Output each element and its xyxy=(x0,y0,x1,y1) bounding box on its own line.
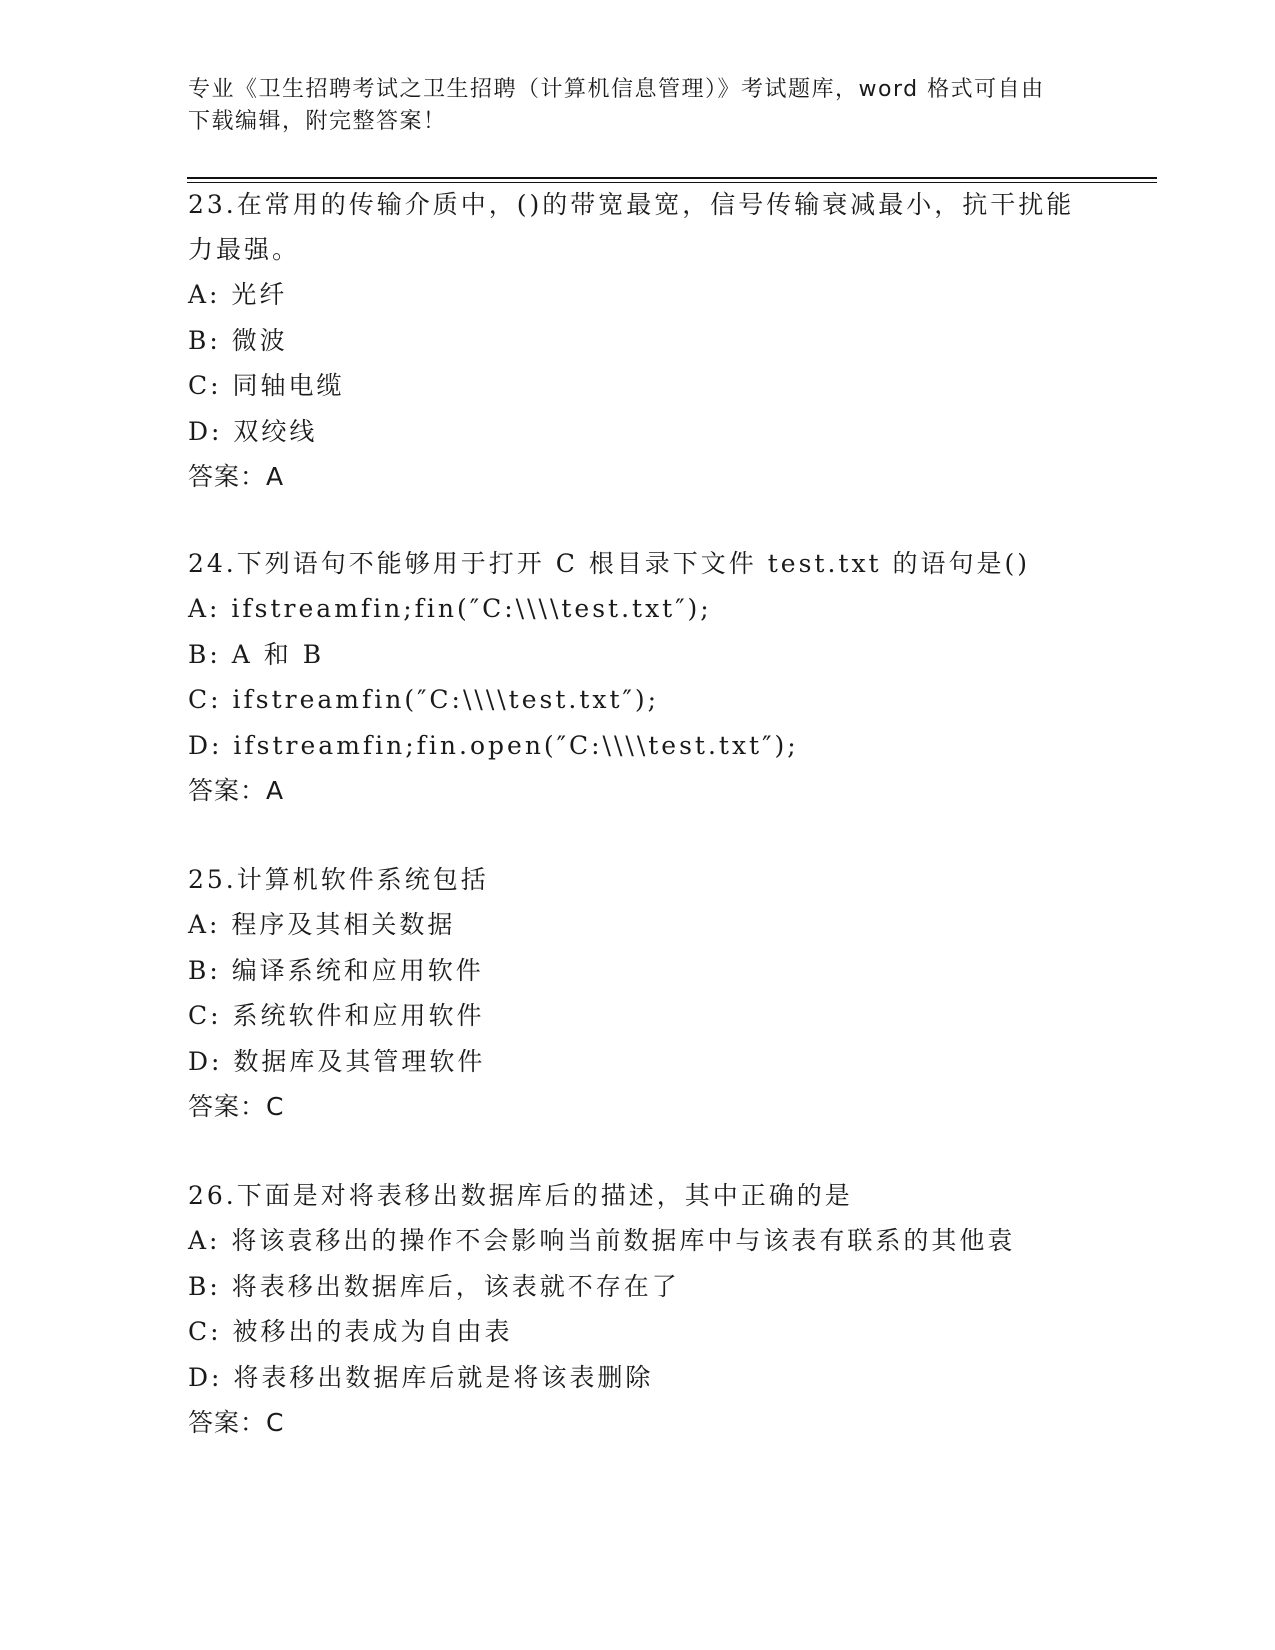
question-stem: 26.下面是对将表移出数据库后的描述，其中正确的是 xyxy=(188,1181,853,1210)
answer: 答案：C xyxy=(188,1408,285,1437)
document-header: 专业《卫生招聘考试之卫生招聘（计算机信息管理）》考试题库，word 格式可自由下载编辑，附完整答案！ xyxy=(188,77,1045,134)
header-divider-thick xyxy=(187,177,1157,179)
question-24 xyxy=(188,541,1088,813)
option-a: A: ifstreamfin;fin(″C:\\\\test.txt″); xyxy=(188,594,712,623)
option-b: B: A 和 B xyxy=(188,639,325,669)
option-c: C: 系统软件和应用软件 xyxy=(188,1001,485,1030)
option-c: C: 被移出的表成为自由表 xyxy=(188,1317,513,1346)
option-b: B: 编译系统和应用软件 xyxy=(188,955,484,985)
answer: 答案：A xyxy=(188,462,285,491)
option-b: B: 微波 xyxy=(188,325,288,355)
question-25 xyxy=(188,857,1088,1129)
option-d: D: 将表移出数据库后就是将该表删除 xyxy=(188,1362,654,1392)
option-a: A: 程序及其相关数据 xyxy=(188,910,456,939)
question-stem: 23.在常用的传输介质中，()的带宽最宽，信号传输衰减最小，抗干扰能力最强。 xyxy=(188,190,1075,264)
option-c: C: 同轴电缆 xyxy=(188,371,345,400)
option-c: C: ifstreamfin(″C:\\\\test.txt″); xyxy=(188,685,660,714)
option-b: B: 将表移出数据库后，该表就不存在了 xyxy=(188,1271,680,1301)
option-a: A: 将该袁移出的操作不会影响当前数据库中与该表有联系的其他袁 xyxy=(188,1226,1016,1255)
option-d: D: 双绞线 xyxy=(188,416,318,446)
answer: 答案：A xyxy=(188,776,285,805)
option-d: D: 数据库及其管理软件 xyxy=(188,1046,486,1076)
option-a: A: 光纤 xyxy=(188,280,288,309)
question-stem: 24.下列语句不能够用于打开 C 根目录下文件 test.txt 的语句是() xyxy=(188,549,1031,578)
option-d: D: ifstreamfin;fin.open(″C:\\\\test.txt″); xyxy=(188,730,799,760)
answer: 答案：C xyxy=(188,1092,285,1121)
question-26 xyxy=(188,1173,1088,1445)
question-stem: 25.计算机软件系统包括 xyxy=(188,865,489,894)
question-23 xyxy=(188,182,1088,499)
